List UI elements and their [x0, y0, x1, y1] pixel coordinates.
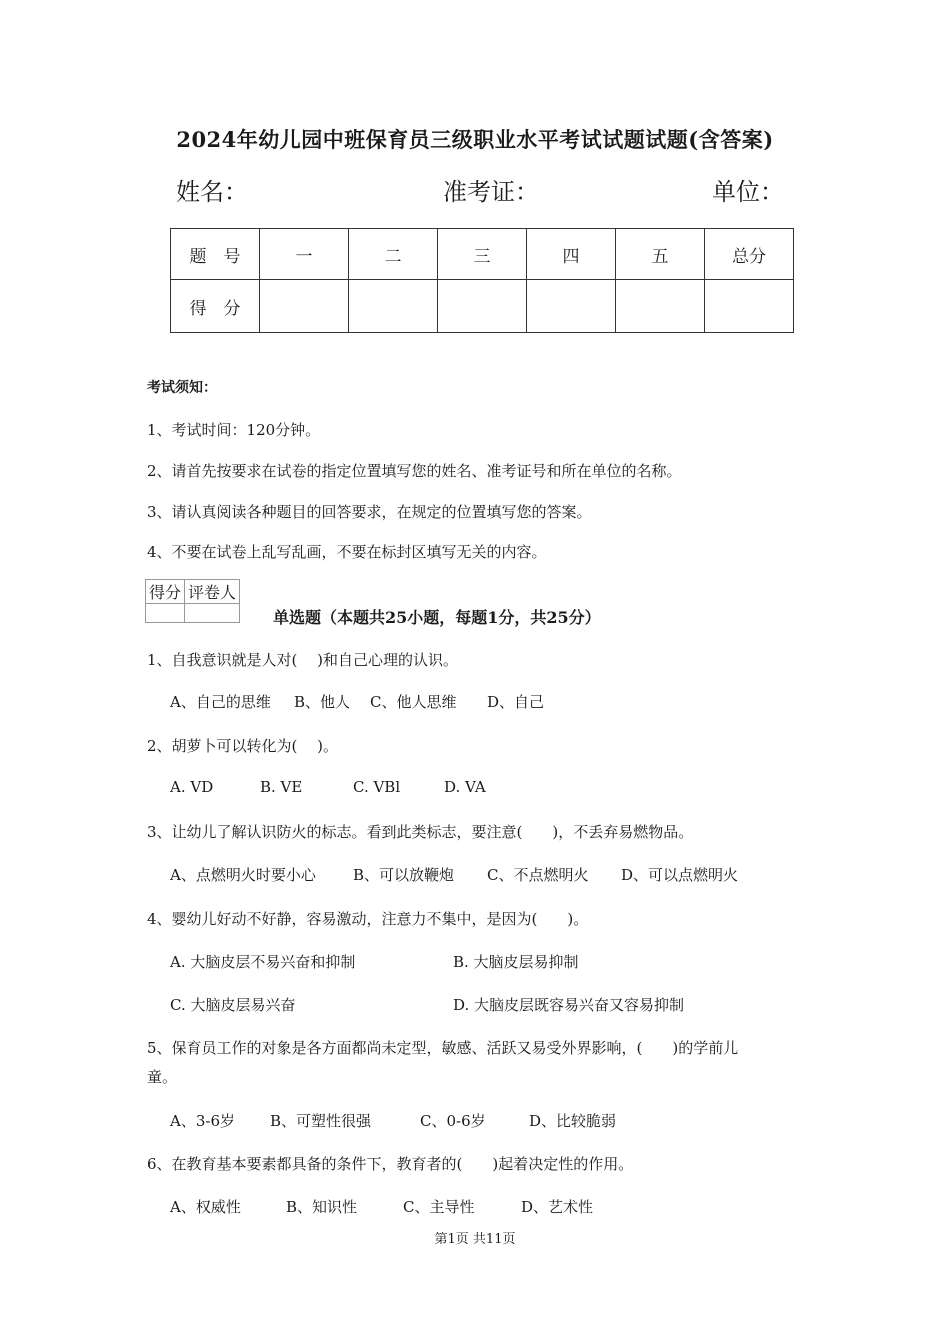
question-option: D、比较脆弱: [529, 1112, 617, 1130]
question-stem: 1、自我意识就是人对( )和自己心理的认识。: [147, 651, 459, 669]
question-option: B、知识性: [286, 1198, 358, 1216]
question-option: A、3-6岁: [170, 1112, 235, 1130]
question-option: D、艺术性: [521, 1198, 594, 1216]
score-cell[interactable]: [616, 280, 705, 333]
question-option: B、可以放鞭炮: [353, 866, 455, 884]
question-option: C. VBl: [353, 778, 401, 796]
question-option: C、0-6岁: [420, 1112, 486, 1130]
score-header-cell: 总分: [705, 229, 794, 280]
notice-item: 2、请首先按要求在试卷的指定位置填写您的姓名、准考证号和所在单位的名称。: [147, 462, 682, 480]
question-option: B、他人: [294, 693, 351, 711]
question-option: A. 大脑皮层不易兴奋和抑制: [170, 953, 356, 971]
question-stem: 4、婴幼儿好动不好静，容易激动，注意力不集中，是因为( )。: [147, 910, 589, 928]
question-option: C、不点燃明火: [487, 866, 589, 884]
grader-score-label: 得分: [146, 580, 185, 604]
question-stem: 5、保育员工作的对象是各方面都尚未定型，敏感、活跃又易受外界影响，( )的学前儿: [147, 1039, 739, 1057]
score-cell[interactable]: [438, 280, 527, 333]
question-stem: 6、在教育基本要素都具备的条件下，教育者的( )起着决定性的作用。: [147, 1155, 634, 1173]
score-header-cell: 一: [260, 229, 349, 280]
question-option: D. 大脑皮层既容易兴奋又容易抑制: [453, 996, 685, 1014]
question-option: B、可塑性很强: [270, 1112, 372, 1130]
notice-item: 3、请认真阅读各种题目的回答要求，在规定的位置填写您的答案。: [147, 503, 592, 521]
unit-field-label: 单位：: [712, 178, 784, 206]
question-option: C. 大脑皮层易兴奋: [170, 996, 296, 1014]
score-cell[interactable]: [705, 280, 794, 333]
score-table-score-row: [171, 280, 794, 333]
grader-box: [145, 579, 240, 623]
exam-id-field-label: 准考证：: [443, 178, 539, 206]
score-cell[interactable]: [527, 280, 616, 333]
page-footer: 第1页 共11页: [434, 1232, 516, 1247]
score-cell[interactable]: [260, 280, 349, 333]
section-title: 单选题（本题共25小题，每题1分，共25分）: [273, 608, 601, 627]
question-stem: 2、胡萝卜可以转化为( )。: [147, 737, 339, 755]
name-field-label: 姓名：: [176, 178, 248, 206]
score-row-label: 得 分: [171, 280, 260, 333]
question-option: C、他人思维: [370, 693, 457, 711]
score-header-cell: 三: [438, 229, 527, 280]
question-option: D. VA: [444, 778, 486, 796]
notice-heading: 考试须知：: [147, 380, 217, 396]
question-option: A. VD: [170, 778, 214, 796]
question-option: D、自己: [487, 693, 545, 711]
question-stem-continued: 童。: [147, 1068, 178, 1086]
question-option: B. 大脑皮层易抑制: [453, 953, 579, 971]
score-table: [170, 228, 794, 333]
question-option: C、主导性: [403, 1198, 475, 1216]
notice-item: 1、考试时间：120分钟。: [147, 421, 321, 439]
notice-item: 4、不要在试卷上乱写乱画，不要在标封区填写无关的内容。: [147, 543, 547, 561]
question-stem: 3、让幼儿了解认识防火的标志。看到此类标志，要注意( )，不丢弃易燃物品。: [147, 823, 694, 841]
grader-score-cell[interactable]: [146, 604, 185, 623]
question-option: B. VE: [260, 778, 303, 796]
question-option: D、可以点燃明火: [621, 866, 739, 884]
score-table-header-row: [171, 229, 794, 280]
page-title: 2024年幼儿园中班保育员三级职业水平考试试题试题(含答案): [176, 127, 774, 152]
grader-name-label: 评卷人: [185, 580, 240, 604]
score-header-cell: 四: [527, 229, 616, 280]
grader-name-cell[interactable]: [185, 604, 240, 623]
score-header-cell: 题 号: [171, 229, 260, 280]
question-option: A、权威性: [170, 1198, 241, 1216]
question-option: A、自己的思维: [170, 693, 271, 711]
score-header-cell: 五: [616, 229, 705, 280]
question-option: A、点燃明火时要小心: [170, 866, 316, 884]
score-cell[interactable]: [349, 280, 438, 333]
score-header-cell: 二: [349, 229, 438, 280]
